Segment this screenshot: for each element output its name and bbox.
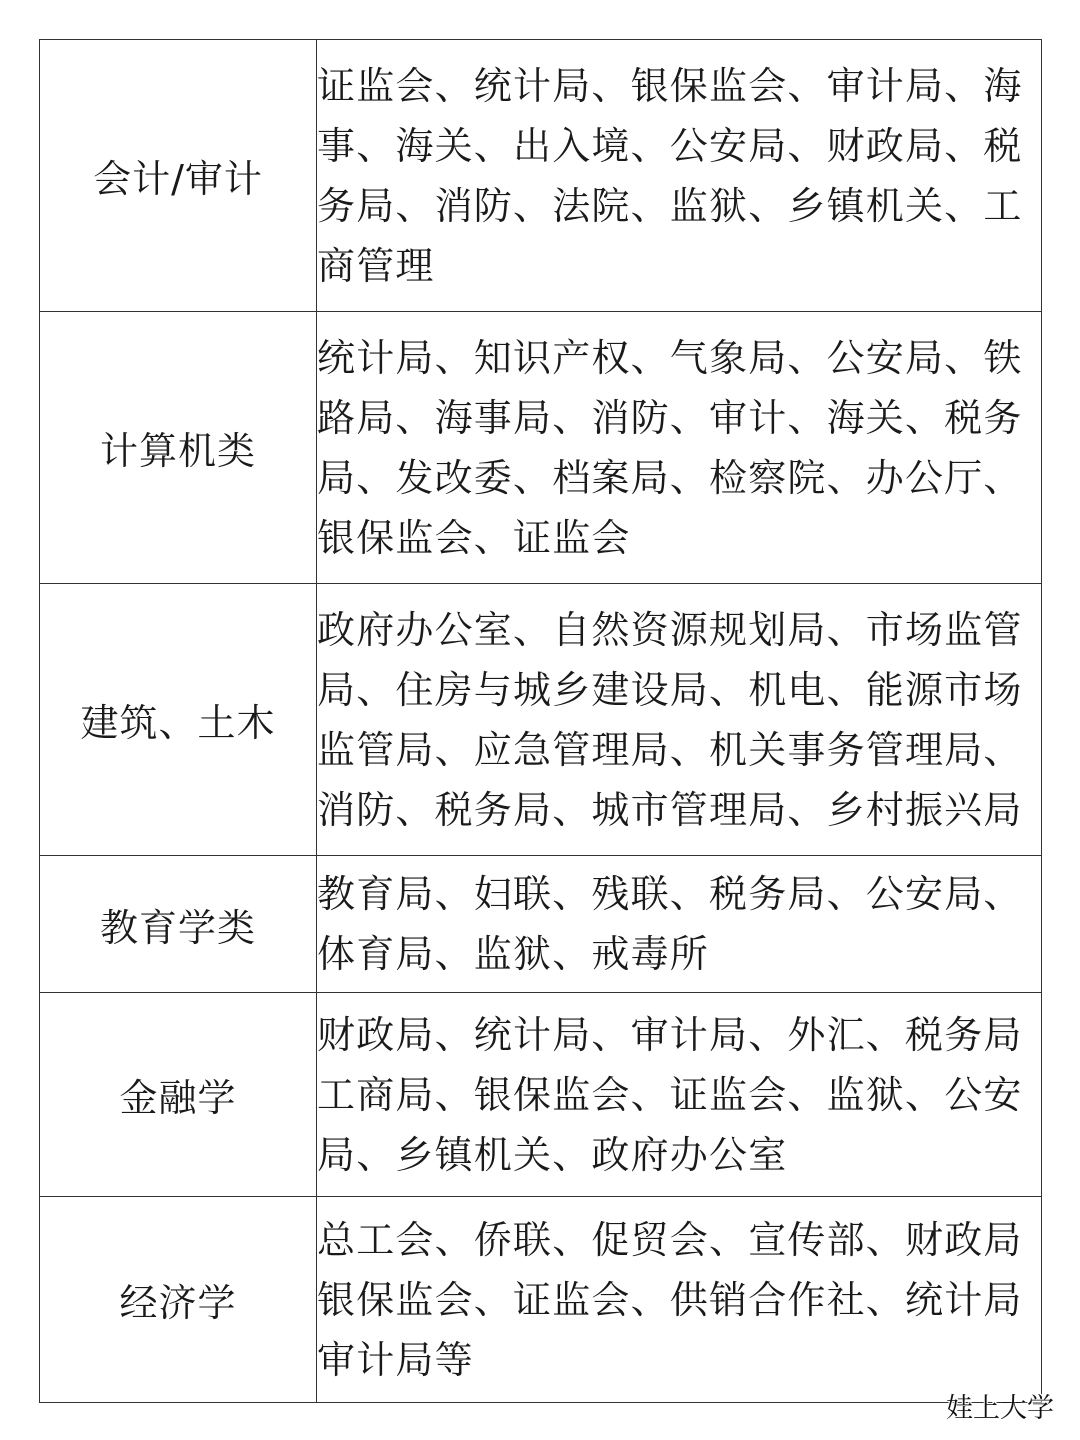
department-line: 路局、海事局、消防、审计、海关、税务	[317, 395, 1023, 440]
table-row	[40, 856, 1042, 993]
table-row	[40, 40, 1042, 312]
department-line: 体育局、监狱、戒毒所	[317, 932, 710, 976]
table-row	[40, 312, 1042, 584]
department-line: 银保监会、证监会、供销合作社、统计局	[317, 1277, 1023, 1322]
department-line: 政府办公室、自然资源规划局、市场监管	[317, 607, 1023, 652]
department-line: 商管理	[317, 243, 435, 288]
department-line: 局、乡镇机关、政府办公室	[317, 1132, 788, 1177]
department-line: 银保监会、证监会	[317, 515, 631, 560]
department-line: 消防、税务局、城市管理局、乡村振兴局	[317, 787, 1023, 832]
department-list	[317, 856, 1042, 993]
major-name: 计算机类	[40, 312, 317, 584]
watermark-text: 娃上大学	[946, 1393, 1054, 1424]
department-list	[317, 312, 1042, 584]
department-line: 局、住房与城乡建设局、机电、能源市场	[317, 667, 1023, 712]
department-list	[317, 40, 1042, 312]
table-row	[40, 584, 1042, 856]
department-line: 务局、消防、法院、监狱、乡镇机关、工	[317, 183, 1023, 228]
department-line: 教育局、妇联、残联、税务局、公安局、	[317, 872, 1023, 916]
majors-departments-table	[39, 39, 1042, 1403]
table-row	[40, 993, 1042, 1197]
department-line: 证监会、统计局、银保监会、审计局、海	[317, 63, 1023, 108]
department-line: 监管局、应急管理局、机关事务管理局、	[317, 727, 1023, 772]
department-line: 总工会、侨联、促贸会、宣传部、财政局	[317, 1217, 1023, 1262]
department-list	[317, 584, 1042, 856]
major-name: 建筑、土木	[40, 584, 317, 856]
major-name: 金融学	[40, 993, 317, 1197]
department-line: 事、海关、出入境、公安局、财政局、税	[317, 123, 1023, 168]
department-line: 审计局等	[317, 1337, 474, 1382]
department-line: 统计局、知识产权、气象局、公安局、铁	[317, 335, 1023, 380]
department-line: 工商局、银保监会、证监会、监狱、公安	[317, 1072, 1023, 1117]
major-name: 会计/审计	[40, 40, 317, 312]
department-list	[317, 1197, 1042, 1403]
table-row	[40, 1197, 1042, 1403]
major-name: 教育学类	[40, 856, 317, 993]
department-line: 财政局、统计局、审计局、外汇、税务局	[317, 1012, 1023, 1057]
department-list	[317, 993, 1042, 1197]
department-line: 局、发改委、档案局、检察院、办公厅、	[317, 455, 1023, 500]
major-name: 经济学	[40, 1197, 317, 1403]
